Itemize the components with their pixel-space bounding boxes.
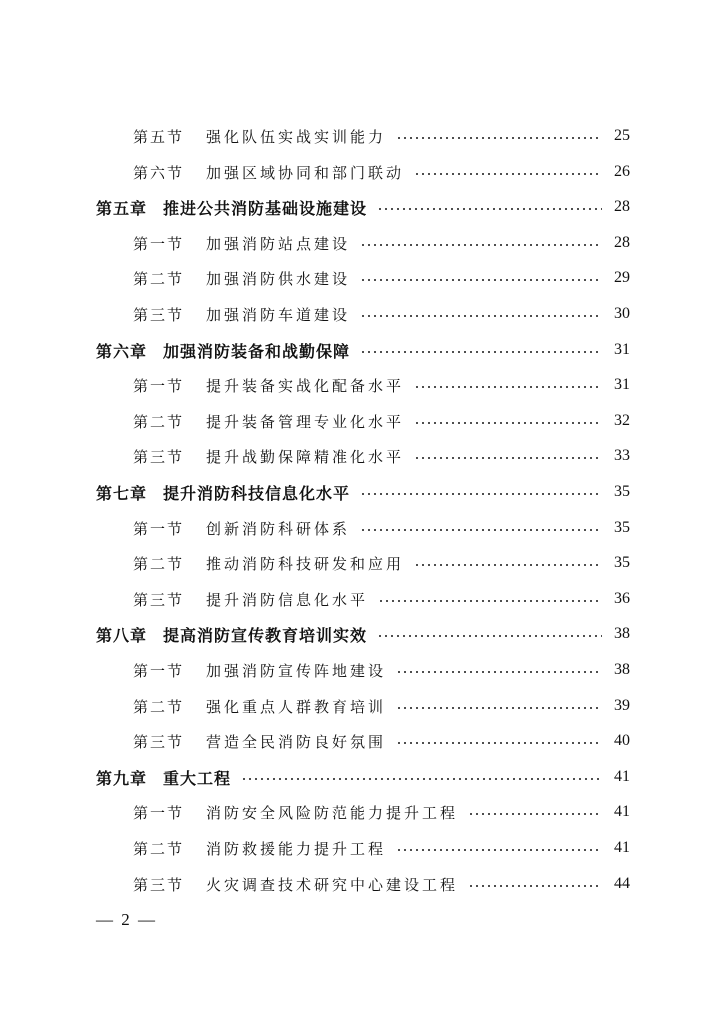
entry-number: 第八章 bbox=[96, 625, 148, 645]
dot-leader bbox=[241, 778, 602, 780]
entry-page-number: 33 bbox=[614, 447, 630, 464]
entry-page-number: 25 bbox=[614, 127, 630, 144]
entry-page-number: 38 bbox=[614, 661, 630, 678]
entry-page-number: 35 bbox=[614, 519, 630, 536]
entry-number: 第二节 bbox=[133, 412, 185, 431]
entry-page-number: 36 bbox=[614, 590, 630, 607]
entry-number: 第一节 bbox=[133, 519, 185, 538]
entry-page-number: 39 bbox=[614, 697, 630, 714]
entry-page-number: 40 bbox=[614, 732, 630, 749]
entry-number: 第五节 bbox=[133, 127, 185, 146]
toc-chapter-entry bbox=[96, 194, 630, 220]
entry-page-number: 26 bbox=[614, 163, 630, 180]
entry-title: 消防安全风险防范能力提升工程 bbox=[206, 803, 459, 822]
dot-leader bbox=[360, 244, 602, 246]
dot-leader bbox=[396, 671, 602, 673]
entry-title: 提升战勤保障精准化水平 bbox=[206, 447, 405, 466]
entry-page-number: 38 bbox=[614, 625, 630, 642]
toc-section-entry bbox=[133, 230, 630, 256]
entry-title: 火灾调查技术研究中心建设工程 bbox=[206, 875, 459, 894]
entry-title: 提高消防宣传教育培训实效 bbox=[163, 625, 368, 645]
dot-leader bbox=[377, 208, 602, 210]
entry-title: 加强消防宣传阵地建设 bbox=[206, 661, 387, 680]
entry-page-number: 28 bbox=[614, 198, 630, 215]
entry-title: 提升装备管理专业化水平 bbox=[206, 412, 405, 431]
toc-section-entry bbox=[133, 728, 630, 754]
dot-leader bbox=[396, 137, 602, 139]
toc-section-entry bbox=[133, 586, 630, 612]
dot-leader bbox=[360, 529, 602, 531]
toc-section-entry bbox=[133, 159, 630, 185]
entry-title: 推动消防科技研发和应用 bbox=[206, 554, 405, 573]
entry-number: 第一节 bbox=[133, 661, 185, 680]
toc-section-entry bbox=[133, 301, 630, 327]
entry-title: 加强消防车道建设 bbox=[206, 305, 351, 324]
entry-page-number: 31 bbox=[614, 341, 630, 358]
entry-title: 加强消防站点建设 bbox=[206, 234, 351, 253]
entry-page-number: 41 bbox=[614, 768, 630, 785]
toc-section-entry bbox=[133, 550, 630, 576]
dot-leader bbox=[414, 457, 602, 459]
toc-chapter-entry bbox=[96, 337, 630, 363]
entry-number: 第一节 bbox=[133, 803, 185, 822]
toc-section-entry bbox=[133, 515, 630, 541]
toc-chapter-entry bbox=[96, 764, 630, 790]
entry-page-number: 44 bbox=[614, 875, 630, 892]
entry-title: 加强区域协同和部门联动 bbox=[206, 163, 405, 182]
entry-number: 第五章 bbox=[96, 198, 148, 218]
entry-number: 第七章 bbox=[96, 483, 148, 503]
dot-leader bbox=[396, 707, 602, 709]
entry-title: 强化重点人群教育培训 bbox=[206, 697, 387, 716]
dot-leader bbox=[414, 386, 602, 388]
dot-leader bbox=[414, 564, 602, 566]
entry-number: 第三节 bbox=[133, 305, 185, 324]
entry-page-number: 35 bbox=[614, 554, 630, 571]
dot-leader bbox=[396, 742, 602, 744]
entry-page-number: 31 bbox=[614, 376, 630, 393]
dot-leader bbox=[396, 849, 602, 851]
dot-leader bbox=[360, 351, 602, 353]
toc-section-entry bbox=[133, 871, 630, 897]
dot-leader bbox=[360, 279, 602, 281]
dot-leader bbox=[360, 315, 602, 317]
entry-page-number: 28 bbox=[614, 234, 630, 251]
toc-section-entry bbox=[133, 265, 630, 291]
entry-number: 第二节 bbox=[133, 269, 185, 288]
entry-page-number: 32 bbox=[614, 412, 630, 429]
toc-section-entry bbox=[133, 372, 630, 398]
entry-title: 推进公共消防基础设施建设 bbox=[163, 198, 368, 218]
toc-chapter-entry bbox=[96, 479, 630, 505]
dot-leader bbox=[468, 813, 602, 815]
entry-page-number: 41 bbox=[614, 803, 630, 820]
entry-title: 提升装备实战化配备水平 bbox=[206, 376, 405, 395]
entry-page-number: 35 bbox=[614, 483, 630, 500]
entry-number: 第三节 bbox=[133, 732, 185, 751]
entry-page-number: 30 bbox=[614, 305, 630, 322]
entry-title: 提升消防信息化水平 bbox=[206, 590, 369, 609]
toc-section-entry bbox=[133, 443, 630, 469]
entry-title: 消防救援能力提升工程 bbox=[206, 839, 387, 858]
dot-leader bbox=[414, 422, 602, 424]
toc-section-entry bbox=[133, 693, 630, 719]
entry-number: 第六章 bbox=[96, 341, 148, 361]
entry-number: 第一节 bbox=[133, 234, 185, 253]
dot-leader bbox=[378, 600, 602, 602]
entry-number: 第三节 bbox=[133, 447, 185, 466]
dot-leader bbox=[360, 493, 602, 495]
entry-number: 第二节 bbox=[133, 697, 185, 716]
entry-title: 提升消防科技信息化水平 bbox=[163, 483, 351, 503]
entry-number: 第一节 bbox=[133, 376, 185, 395]
toc-chapter-entry bbox=[96, 621, 630, 647]
entry-number: 第三节 bbox=[133, 590, 185, 609]
entry-number: 第三节 bbox=[133, 875, 185, 894]
entry-title: 加强消防装备和战勤保障 bbox=[163, 341, 351, 361]
toc-section-entry bbox=[133, 799, 630, 825]
entry-title: 重大工程 bbox=[163, 768, 232, 788]
entry-number: 第二节 bbox=[133, 554, 185, 573]
toc-section-entry bbox=[133, 835, 630, 861]
entry-page-number: 41 bbox=[614, 839, 630, 856]
entry-title: 创新消防科研体系 bbox=[206, 519, 351, 538]
entry-title: 加强消防供水建设 bbox=[206, 269, 351, 288]
page-number-footer: — 2 — bbox=[96, 910, 157, 929]
dot-leader bbox=[414, 173, 602, 175]
entry-number: 第九章 bbox=[96, 768, 148, 788]
entry-number: 第六节 bbox=[133, 163, 185, 182]
dot-leader bbox=[468, 885, 602, 887]
entry-title: 营造全民消防良好氛围 bbox=[206, 732, 387, 751]
dot-leader bbox=[377, 635, 602, 637]
entry-page-number: 29 bbox=[614, 269, 630, 286]
toc-section-entry bbox=[133, 408, 630, 434]
entry-title: 强化队伍实战实训能力 bbox=[206, 127, 387, 146]
entry-number: 第二节 bbox=[133, 839, 185, 858]
toc-section-entry bbox=[133, 123, 630, 149]
toc-section-entry bbox=[133, 657, 630, 683]
